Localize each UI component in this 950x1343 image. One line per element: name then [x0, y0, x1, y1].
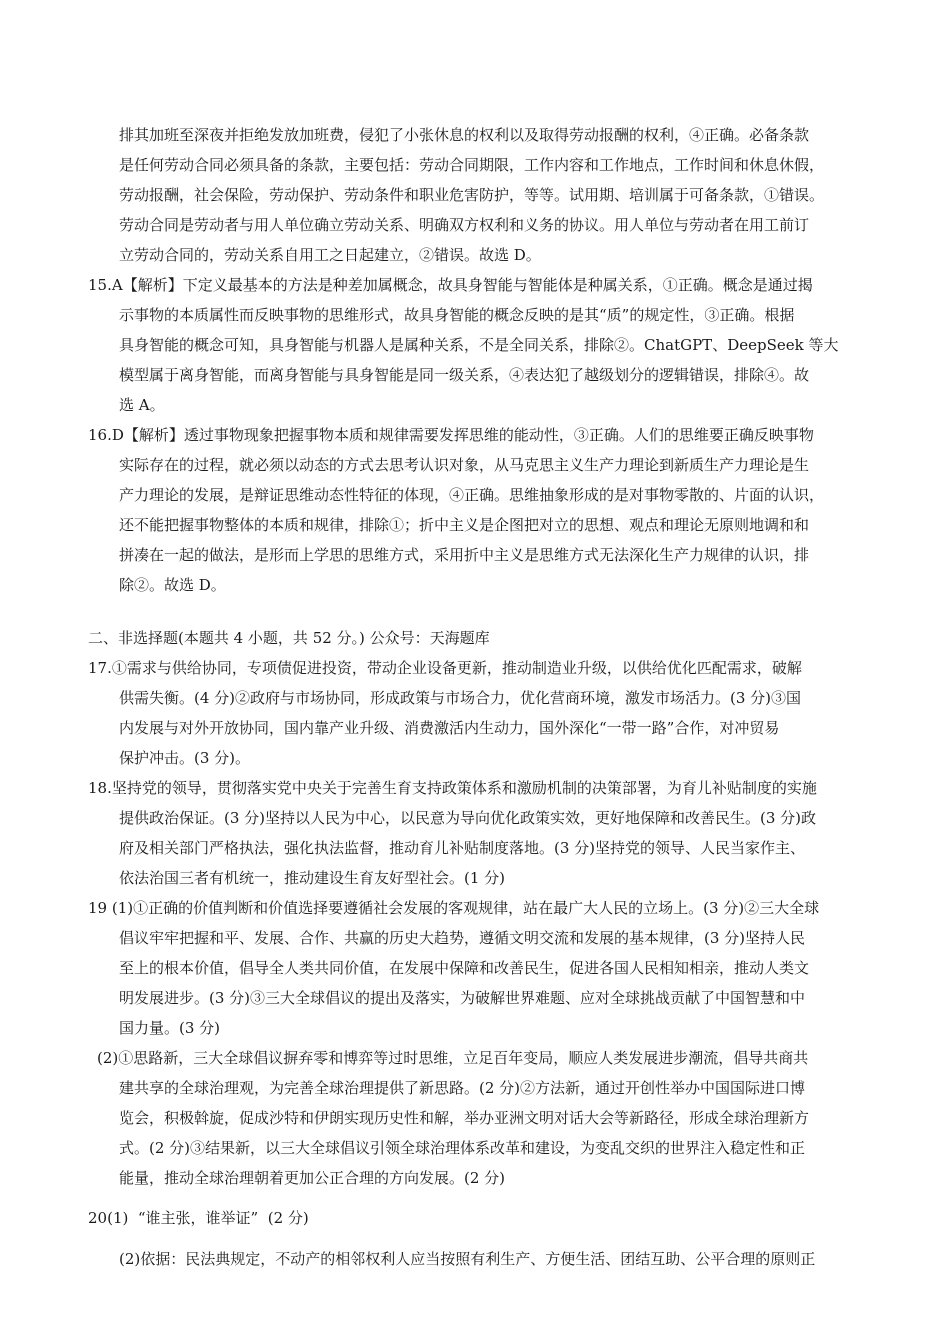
text-line: 示事物的本质属性而反映事物的思维形式，故具身智能的概念反映的是其“质”的规定性，③正确。根据: [119, 306, 795, 324]
text-line: 内发展与对外开放协同，国内靠产业升级、消费激活内生动力，国外深化“一带一路”合作，对冲贸易: [119, 719, 780, 737]
answer-20-2-line: (2)依据：民法典规定，不动产的相邻权利人应当按照有利生产、方便生活、团结互助、公平合理的原则正: [119, 1250, 816, 1268]
text-line: 国力量。(3 分): [119, 1019, 221, 1037]
text-line: 式。(2 分)③结果新，以三大全球倡议引领全球治理体系改革和建设，为变乱交织的世界注入稳定性和正: [119, 1139, 806, 1157]
text-line: 供需失衡。(4 分)②政府与市场协同，形成政策与市场合力，优化营商环境，激发市场活力。(3 分)③国: [119, 689, 802, 707]
answer-18-line: 18.坚持党的领导，贯彻落实党中央关于完善生育支持政策体系和激励机制的决策部署，为育儿补贴制度的实施: [88, 779, 817, 797]
text-line: 实际存在的过程，就必须以动态的方式去思考认识对象，从马克思主义生产力理论到新质生产力理论是生: [119, 456, 810, 474]
text-line: 提供政治保证。(3 分)坚持以人民为中心，以民意为导向优化政策实效，更好地保障和改善民生。(3 分)政: [119, 809, 817, 827]
text-line: 能量，推动全球治理朝着更加公正合理的方向发展。(2 分): [119, 1169, 506, 1187]
text-line: 选 A。: [119, 396, 165, 414]
answer-17-line: 17.①需求与供给协同，专项债促进投资，带动企业设备更新，推动制造业升级，以供给优化匹配需求，破解: [88, 659, 802, 677]
text-line: 览会，积极斡旋，促成沙特和伊朗实现历史性和解，举办亚洲文明对话大会等新路径，形成全球治理新方: [119, 1109, 810, 1127]
answer-16-line: 16.D【解析】透过事物现象把握事物本质和规律需要发挥思维的能动性，③正确。人们的思维要正确反映事物: [88, 426, 814, 444]
text-line: 模型属于离身智能，而离身智能与具身智能是同一级关系，④表达犯了越级划分的逻辑错误，排除④。故: [119, 366, 810, 384]
text-line: 立劳动合同的，劳动关系自用工之日起建立，②错误。故选 D。: [119, 246, 541, 264]
text-line: 拼凑在一起的做法，是形而上学思的思维方式，采用折中主义是思维方式无法深化生产力规律的认识，排: [119, 546, 810, 564]
text-line: 劳动报酬，社会保险，劳动保护、劳动条件和职业危害防护，等等。试用期、培训属于可备条款，①错误。: [119, 186, 825, 204]
text-line: 还不能把握事物整体的本质和规律，排除①；折中主义是企图把对立的思想、观点和理论无原则地调和和: [119, 516, 810, 534]
text-line: 依法治国三者有机统一，推动建设生育友好型社会。(1 分): [119, 869, 506, 887]
text-line: 是任何劳动合同必须具备的条款，主要包括：劳动合同期限，工作内容和工作地点，工作时间和休息休假，: [119, 156, 825, 174]
text-line: 排其加班至深夜并拒绝发放加班费，侵犯了小张休息的权利以及取得劳动报酬的权利，④正确。必备条款: [119, 126, 810, 144]
text-line: 具身智能的概念可知，具身智能与机器人是属种关系，不是全同关系，排除②。ChatGPT、DeepSeek 等大: [119, 336, 839, 354]
answer-20-line: 20(1) “谁主张，谁举证” (2 分): [88, 1209, 309, 1227]
answer-19-line: 19 (1)①正确的价值判断和价值选择要遵循社会发展的客观规律，站在最广大人民的立场上。(3 分)②三大全球: [88, 899, 820, 917]
section-heading: 二、非选择题(本题共 4 小题，共 52 分。) 公众号：天海题库: [88, 629, 490, 647]
answer-15-line: 15.A【解析】下定义最基本的方法是种差加属概念，故具身智能与智能体是种属关系，①正确。概念是通过揭: [88, 276, 813, 294]
text-line: 至上的根本价值，倡导全人类共同价值，在发展中保障和改善民生，促进各国人民相知相亲，推动人类文: [119, 959, 810, 977]
text-line: 倡议牢牢把握和平、发展、合作、共赢的历史大趋势，遵循文明交流和发展的基本规律，(3 分)坚持人民: [119, 929, 806, 947]
text-line: 劳动合同是劳动者与用人单位确立劳动关系、明确双方权利和义务的协议。用人单位与劳动者在用工前订: [119, 216, 810, 234]
answer-19-2-line: (2)①思路新，三大全球倡议摒弃零和博弈等过时思维，立足百年变局，顺应人类发展进步潮流，倡导共商共: [97, 1049, 809, 1067]
text-line: 府及相关部门严格执法，强化执法监督，推动育儿补贴制度落地。(3 分)坚持党的领导、人民当家作主、: [119, 839, 806, 857]
text-line: 产力理论的发展，是辩证思维动态性特征的体现，④正确。思维抽象形成的是对事物零散的、片面的认识，: [119, 486, 825, 504]
text-line: 除②。故选 D。: [119, 576, 226, 594]
text-line: 保护冲击。(3 分)。: [119, 749, 251, 767]
text-line: 明发展进步。(3 分)③三大全球倡议的提出及落实，为破解世界难题、应对全球挑战贡献了中国智慧和中: [119, 989, 806, 1007]
text-line: 建共享的全球治理观，为完善全球治理提供了新思路。(2 分)②方法新，通过开创性举办中国国际进口博: [119, 1079, 806, 1097]
